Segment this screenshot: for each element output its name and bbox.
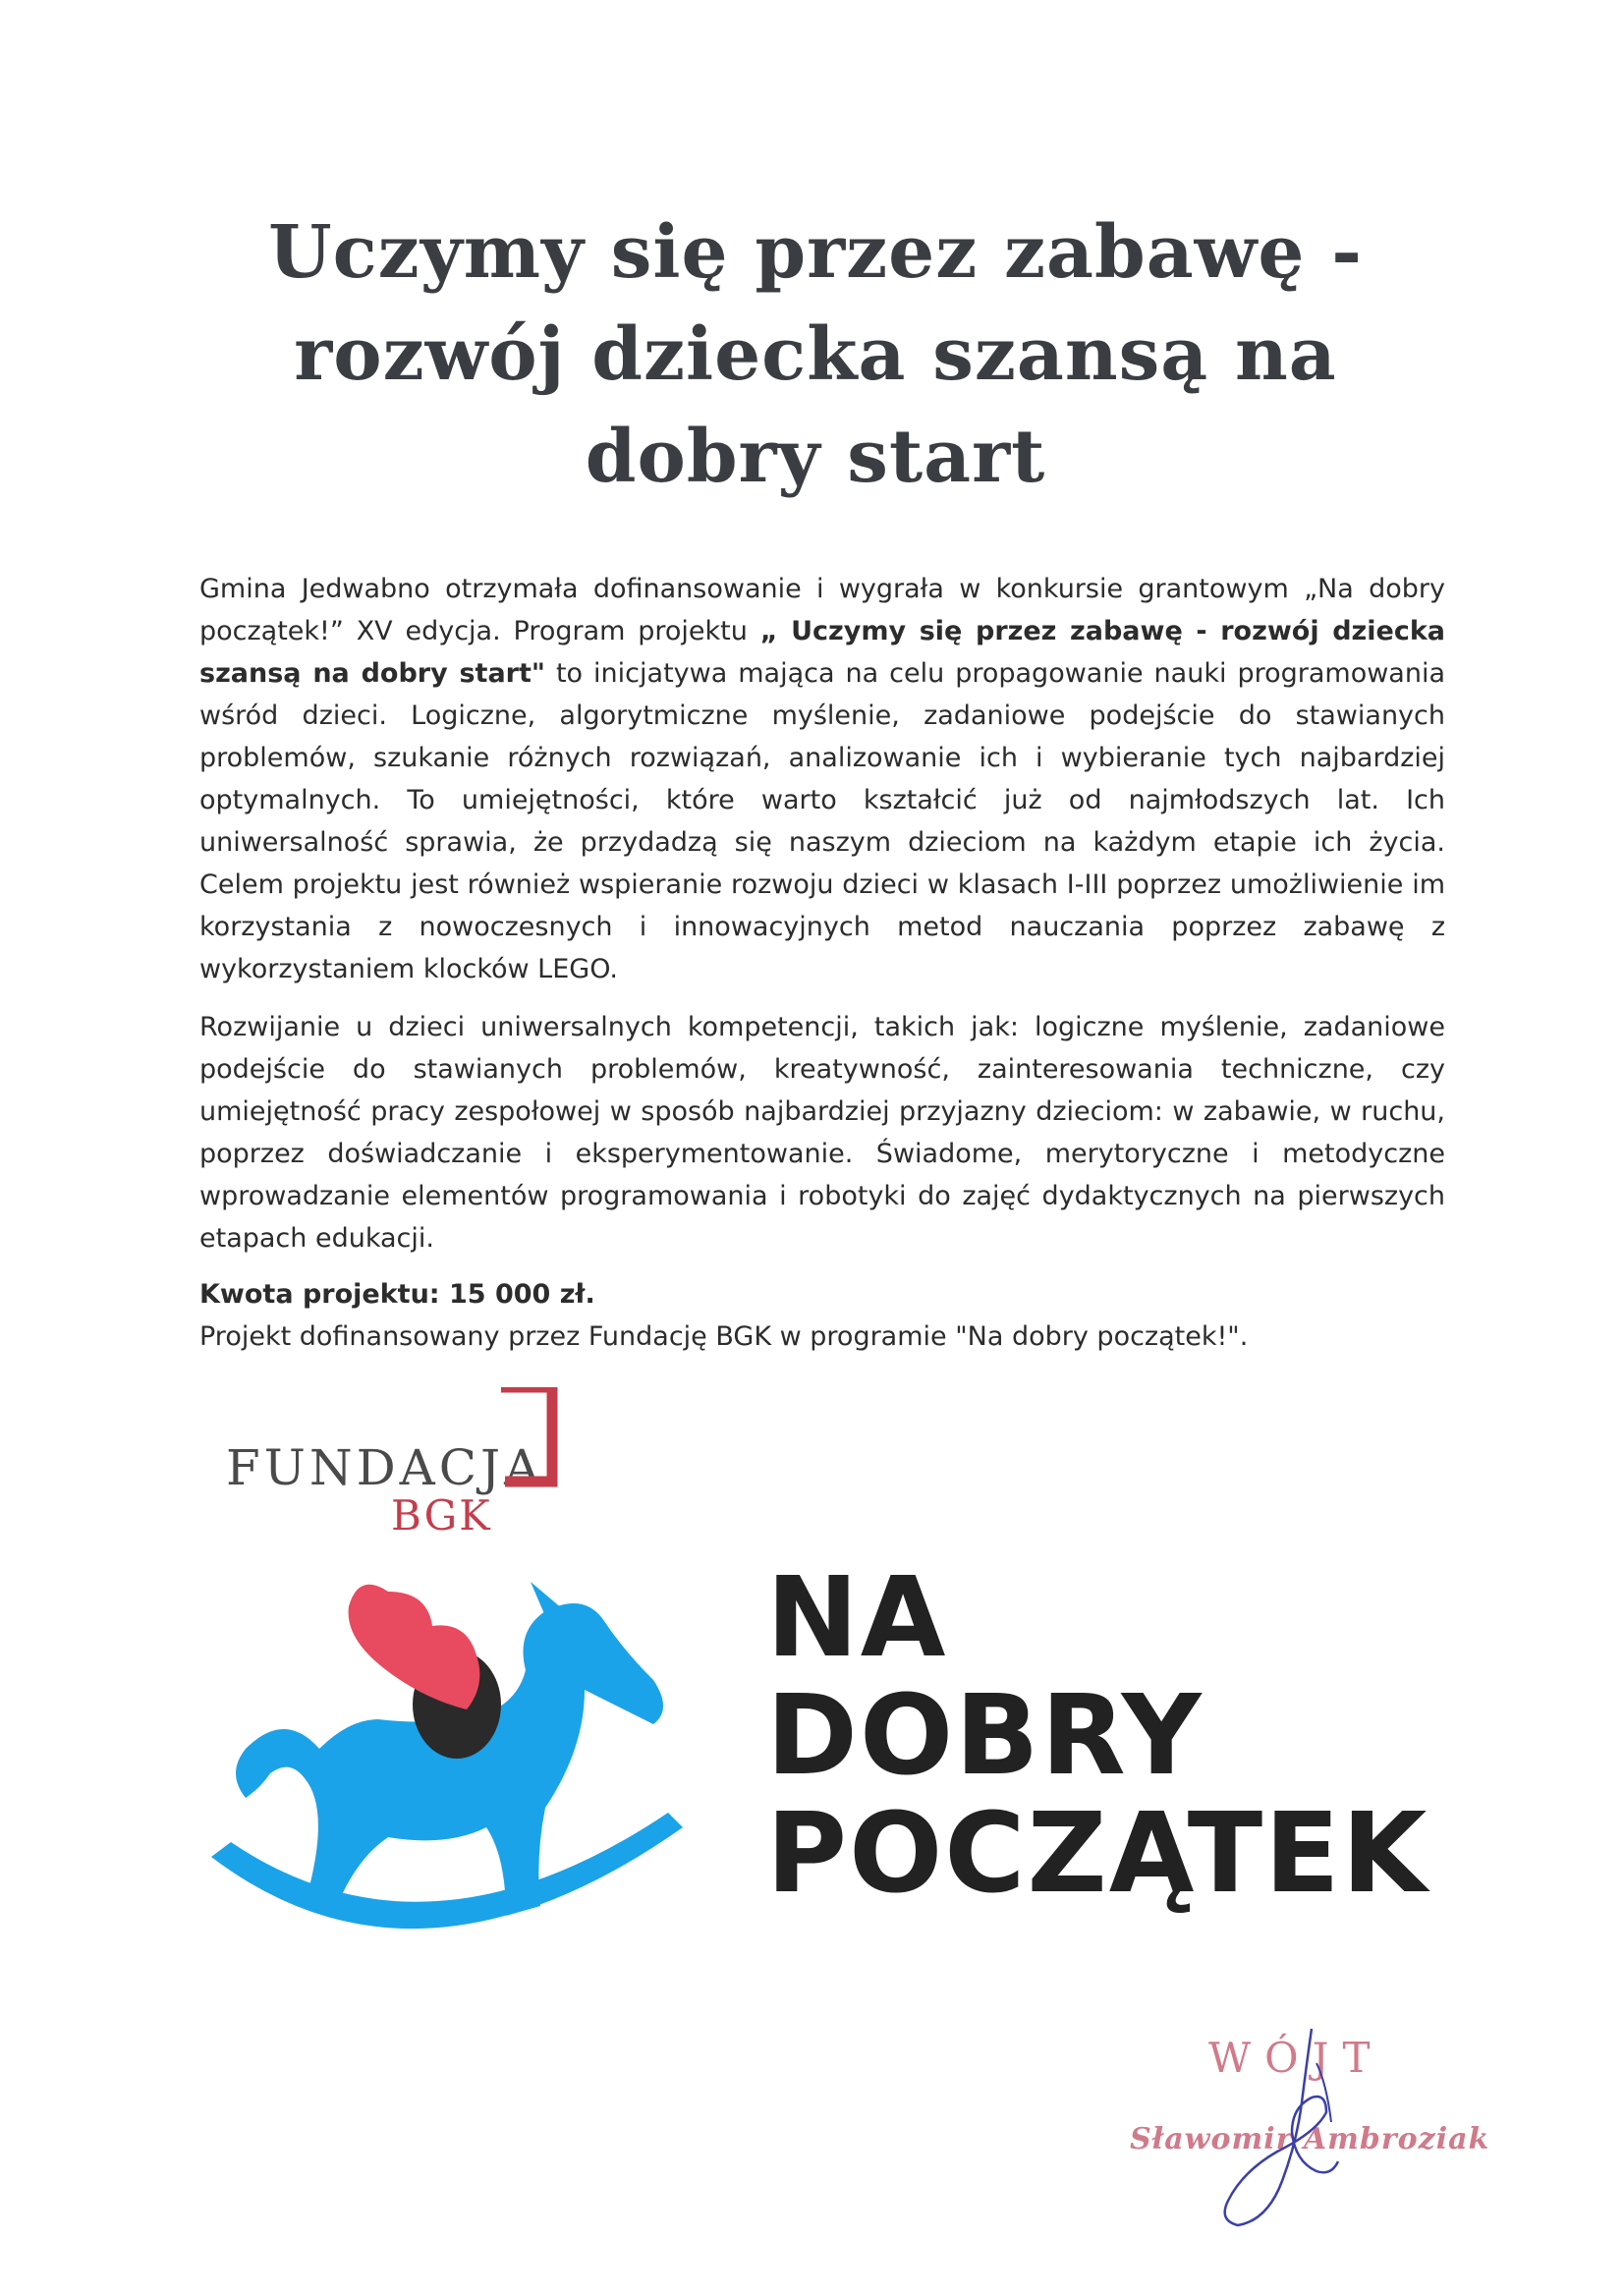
program-logo-line-1: NA: [766, 1554, 948, 1682]
document-title: [157, 201, 1474, 508]
heart-icon: [349, 1585, 480, 1709]
stamp-title: WÓJT: [1208, 2034, 1384, 2082]
paragraph-intro-part1: Gmina Jedwabno otrzymała dofinansowanie i wygrała w konkursie grantowym „Na dobry początek!” XV edycja. Program projektu: [199, 574, 1445, 646]
fundacja-logo-text: FUNDACJA: [226, 1439, 544, 1496]
paragraph-intro: [199, 568, 1445, 990]
paragraph-competencies: Rozwijanie u dzieci uniwersalnych kompetencji, takich jak: logiczne myślenie, zadaniowe podejście do stawianych problemów, kreatywność, zainteresowania techniczne, czy umiejętność pracy zespołowej w sposób najbardziej przyjazny dzieciom: w zabawie, w ruchu, poprzez doświadczanie i eksperymentowanie. Świadome, merytoryczne i metodyczne wprowadzanie elementów programowania i robotyki do zajęć dydaktycznych na pierwszych etapach edukacji.: [199, 1012, 1445, 1254]
stamp-name: Sławomir Ambroziak: [1130, 2122, 1490, 2156]
amount-section: [199, 1273, 1445, 1358]
signature-stamp: [1081, 2024, 1513, 2230]
project-name-bold: „ Uczymy się przez zabawę - rozwój dziecka szansą na dobry start": [199, 616, 1446, 689]
rocking-horse-icon: [192, 1562, 722, 1994]
handwritten-signature: [1081, 2024, 1513, 2230]
funding-note: Projekt dofinansowany przez Fundację BGK w programie "Na dobry początek!".: [199, 1321, 1249, 1352]
paragraph-intro-part2: to inicjatywa mająca na celu propagowanie nauki programowania wśród dzieci. Logiczne, algorytmiczne myślenie, zadaniowe podejście do stawianych problemów, szukanie różnych rozwiązań, analizowanie ich i wybieranie tych najbardziej optymalnych. To umiejętności, które warto kształcić już od najmłodszych lat. Ich uniwersalność sprawia, że przydadzą się naszym dzieciom na każdym etapie ich życia. Celem projektu jest również wspieranie rozwoju dzieci w klasach I-III poprzez umożliwienie im korzystania z nowoczesnych i innowacyjnych metod nauczania poprzez zabawę z wykorzystaniem klocków LEGO.: [199, 658, 1446, 984]
program-logo-line-3: POCZĄTEK: [766, 1790, 1429, 1918]
program-logo-line-2: DOBRY: [766, 1672, 1204, 1800]
title-line-2: rozwój dziecka szansą na: [294, 312, 1337, 397]
bgk-bracket-icon: [501, 1387, 560, 1495]
title-line-1: Uczymy się przez zabawę -: [268, 210, 1363, 295]
project-amount: Kwota projektu: 15 000 zł.: [199, 1279, 595, 1310]
bgk-logo-text: BGK: [391, 1491, 492, 1540]
title-line-3: dobry start: [585, 415, 1046, 499]
